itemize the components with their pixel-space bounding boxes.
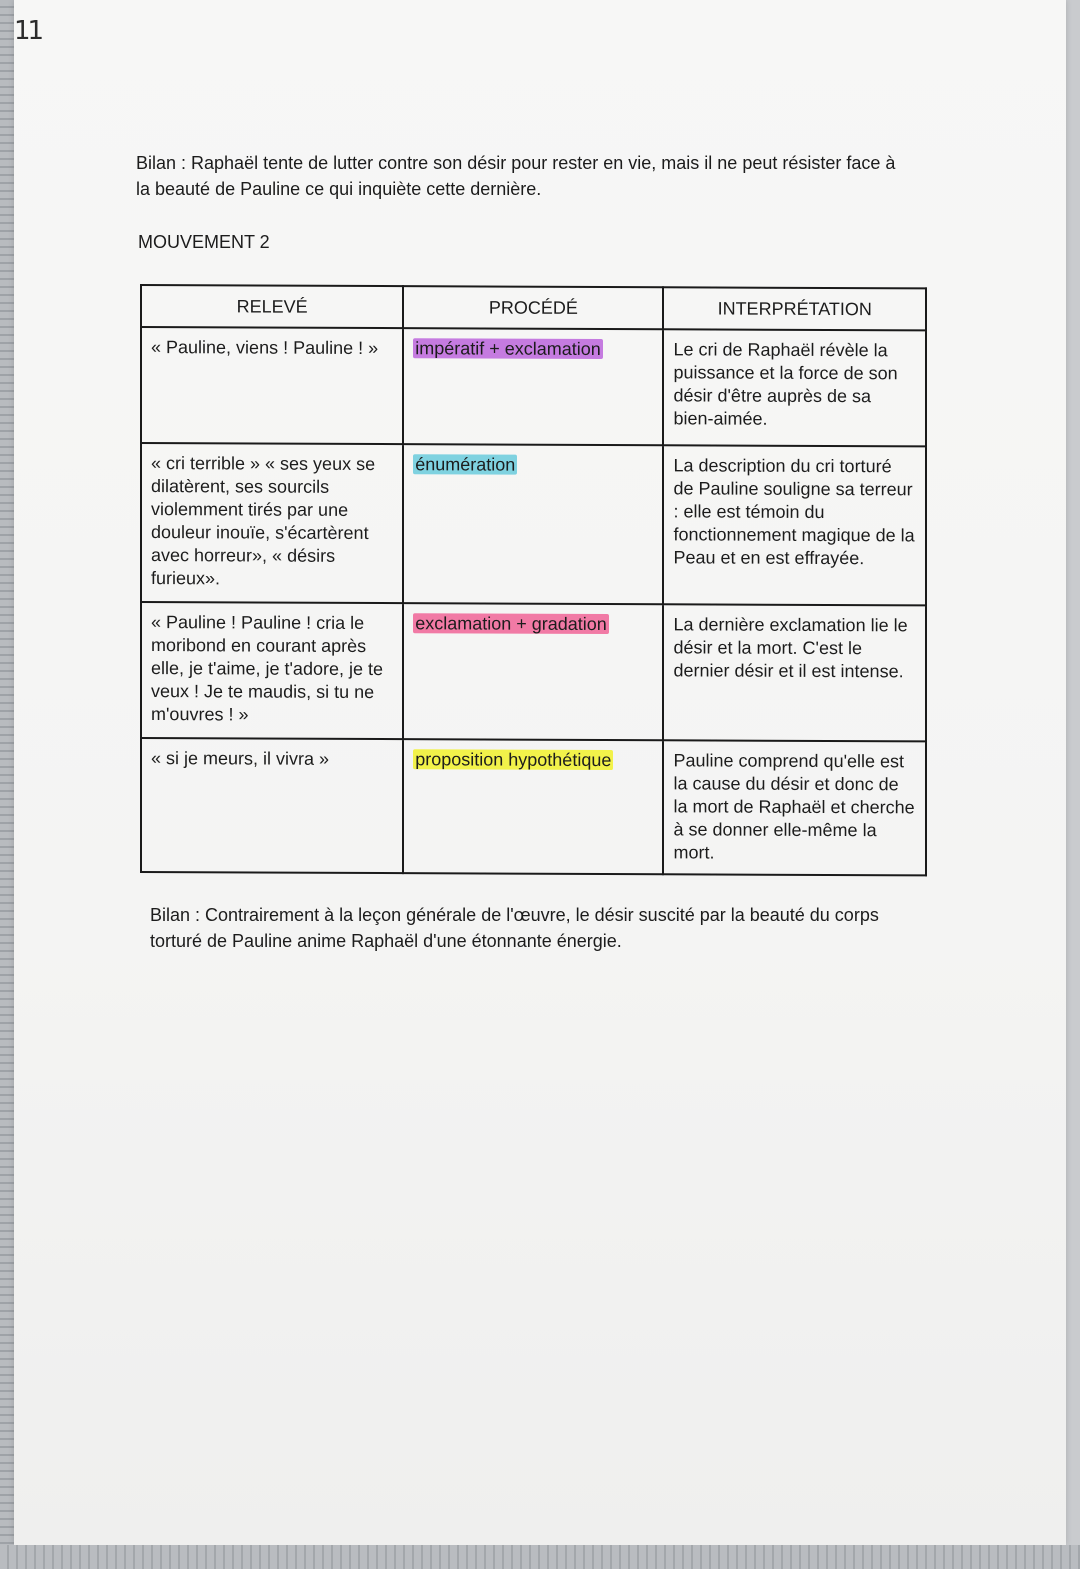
releve-cell: « si je meurs, il vivra »	[141, 738, 403, 873]
interpretation-cell: Pauline comprend qu'elle est la cause du désir et donc de la mort de Raphaël et cherche à se donner elle-même la mort.	[663, 740, 926, 875]
procede-cell	[403, 328, 663, 445]
releve-cell: « Pauline, viens ! Pauline ! »	[141, 327, 403, 444]
table-row	[141, 738, 926, 875]
bilan-paragraph-bottom: Bilan : Contrairement à la leçon générale de l'œuvre, le désir suscité par la beauté du corps torturé de Pauline anime Raphaël d'une étonnante énergie.	[150, 905, 879, 951]
binder-strip	[0, 0, 14, 1569]
interpretation-cell: Le cri de Raphaël révèle la puissance et la force de son désir d'être auprès de sa bien-aimée.	[663, 329, 926, 446]
table-row	[141, 602, 926, 741]
sheet-protector-edge	[0, 1545, 1080, 1569]
bilan-paragraph-top: Bilan : Raphaël tente de lutter contre son désir pour rester en vie, mais il ne peut résister face à la beauté de Pauline ce qui inquiète cette dernière.	[136, 153, 896, 199]
interpretation-cell: La dernière exclamation lie le désir et la mort. C'est le dernier désir et il est intense.	[663, 604, 926, 741]
column-header-releve: RELEVÉ	[141, 285, 403, 328]
highlighted-procede: énumération	[415, 454, 516, 475]
highlighted-procede: exclamation + gradation	[415, 613, 607, 635]
releve-cell: « cri terrible » « ses yeux se dilatèrent, ses sourcils violemment tirés par une douleur inouïe, s'écartèrent avec horreur», « désirs furieux».	[141, 443, 403, 603]
table-row	[141, 443, 926, 605]
section-title: MOUVEMENT 2	[138, 232, 270, 252]
releve-cell: « Pauline ! Pauline ! cria le moribond en courant après elle, je t'aime, je t'adore, je te veux ! Je te maudis, si tu ne m'ouvres ! »	[141, 602, 403, 739]
interpretation-cell: La description du cri torturé de Pauline souligne sa terreur : elle est témoin du fonctionnement magique de la Peau et en est effrayée.	[663, 445, 926, 605]
handwritten-page-number: 11	[14, 16, 42, 46]
column-header-interpretation: INTERPRÉTATION	[663, 287, 926, 330]
table-header-row	[141, 285, 926, 330]
procede-cell	[403, 739, 663, 874]
column-header-procede: PROCÉDÉ	[403, 286, 663, 329]
procede-cell	[403, 603, 663, 740]
analysis-table	[140, 284, 927, 876]
highlighted-procede: proposition hypothétique	[415, 749, 612, 771]
table-row	[141, 327, 926, 446]
highlighted-procede: impératif + exclamation	[415, 338, 601, 360]
procede-cell	[403, 444, 663, 604]
